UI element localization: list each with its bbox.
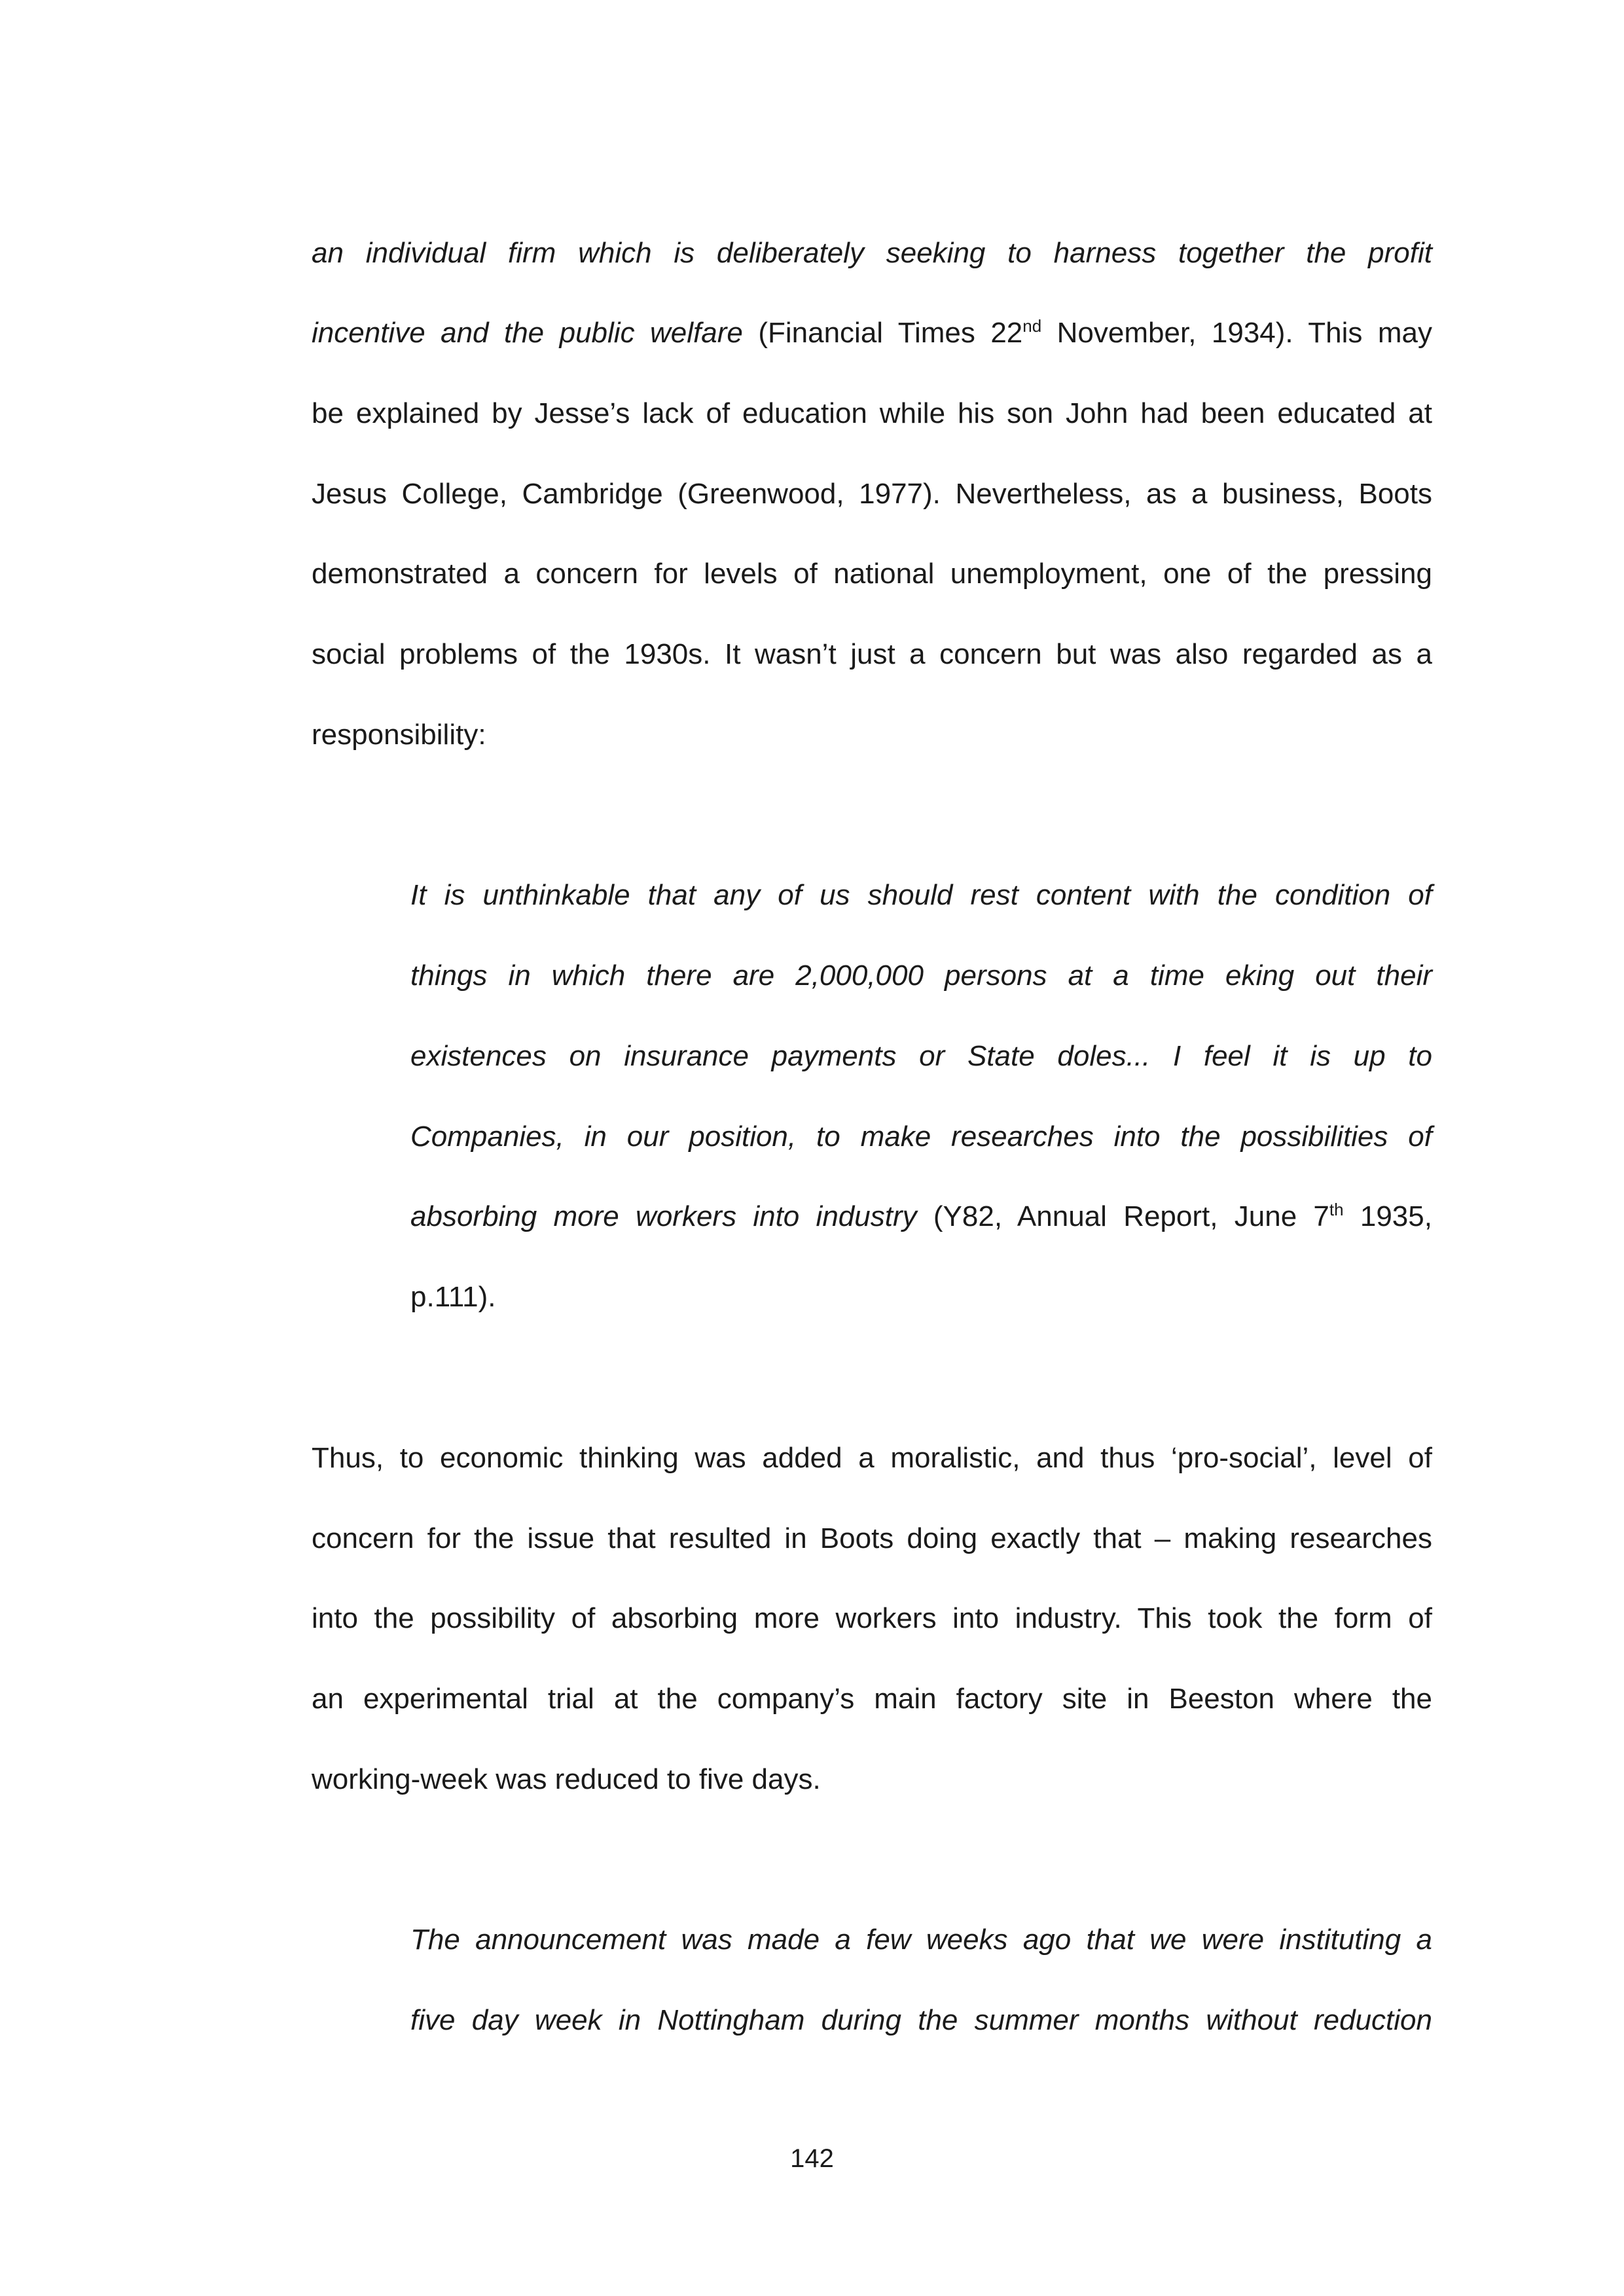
block-quote-line: [410, 1197, 1432, 1236]
block-quote-line: p.111).: [410, 1281, 496, 1313]
body-text-line: responsibility:: [312, 719, 486, 751]
italic-quote-fragment: absorbing more workers into industry: [410, 1200, 917, 1232]
body-text-line: concern for the issue that resulted in Boots doing exactly that – making researches: [312, 1522, 1432, 1554]
citation-text: (Financial Times 22: [742, 317, 1023, 349]
page-number: 142: [790, 2144, 834, 2173]
body-text-line: social problems of the 1930s. It wasn’t just a concern but was also regarded as a: [312, 638, 1432, 670]
citation-text: (Y82, Annual Report, June 7: [916, 1200, 1329, 1232]
body-text-line: [312, 314, 1432, 353]
block-quote-line: existences on insurance payments or State doles... I feel it is up to: [410, 1040, 1432, 1072]
body-text-line: into the possibility of absorbing more workers into industry. This took the form of: [312, 1602, 1432, 1634]
block-quote-line: Companies, in our position, to make researches into the possibilities of: [410, 1121, 1432, 1153]
body-text-line: demonstrated a concern for levels of national unemployment, one of the pressing: [312, 558, 1432, 590]
ordinal-suffix: th: [1329, 1200, 1344, 1219]
block-quote-line: It is unthinkable that any of us should rest content with the condition of: [410, 879, 1432, 911]
italic-quote-fragment: incentive and the public welfare: [312, 317, 743, 349]
body-text-line: be explained by Jesse’s lack of education while his son John had been educated at: [312, 397, 1432, 429]
body-text-line: working-week was reduced to five days.: [312, 1763, 821, 1795]
citation-text: November, 1934). This may: [1041, 317, 1433, 349]
body-text-line: Thus, to economic thinking was added a moralistic, and thus ‘pro-social’, level of: [312, 1442, 1432, 1474]
body-text-line: an individual firm which is deliberately seeking to harness together the profit: [312, 237, 1432, 269]
block-quote-line: things in which there are 2,000,000 persons at a time eking out their: [410, 960, 1432, 992]
block-quote-line: five day week in Nottingham during the summer months without reduction: [410, 2004, 1432, 2036]
ordinal-suffix: nd: [1022, 316, 1042, 336]
body-text-line: an experimental trial at the company’s main factory site in Beeston where the: [312, 1683, 1432, 1715]
body-text-line: Jesus College, Cambridge (Greenwood, 1977). Nevertheless, as a business, Boots: [312, 478, 1432, 510]
block-quote-line: The announcement was made a few weeks ago that we were instituting a: [410, 1924, 1432, 1956]
citation-text: 1935,: [1343, 1200, 1432, 1232]
